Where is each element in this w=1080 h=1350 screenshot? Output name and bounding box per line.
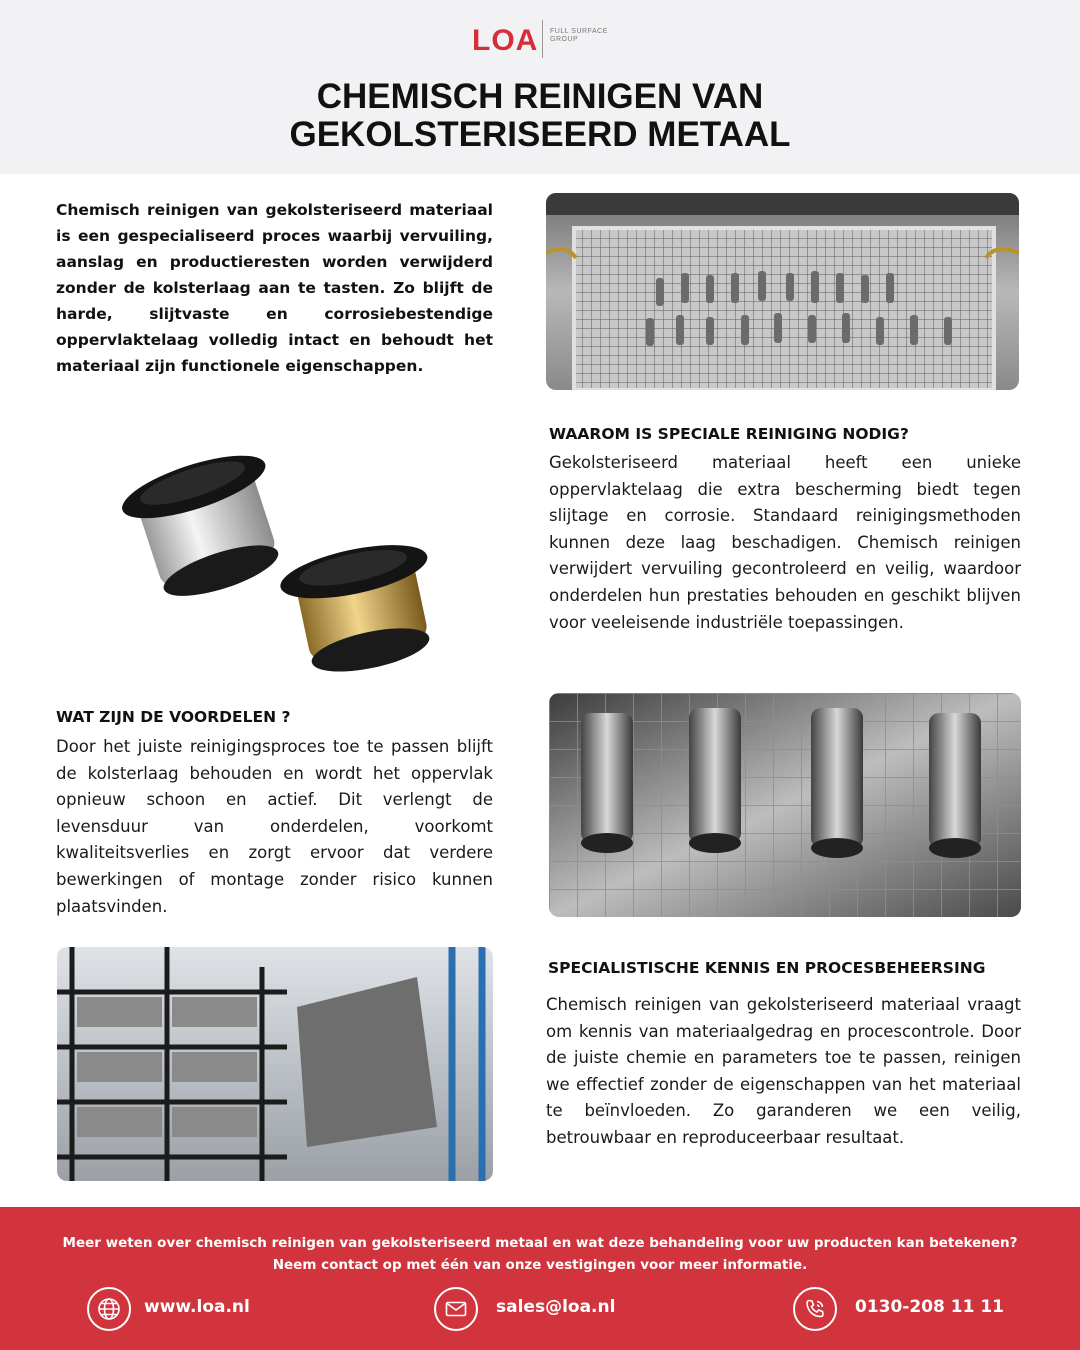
phone-icon	[793, 1287, 837, 1331]
contact-email[interactable]	[434, 1287, 664, 1333]
section-body-expertise: Chemisch reinigen van gekolsteriseerd materiaal vraagt om kennis van materiaalgedrag en procescontrole. Door de juiste chemie en parameters toe te passen, reinigen we effectief zonder de eigenschappen van het materiaal te beïnvloeden. Zo garanderen we een veilig, betrouwbaar en reproduceerbaar resultaat.	[546, 995, 1021, 1147]
email-link[interactable]: sales@loa.nl	[496, 1297, 616, 1317]
cleaning-basket-photo	[546, 193, 1019, 390]
section-heading-benefits: WAT ZIJN DE VOORDELEN ?	[56, 708, 291, 726]
connectors-on-grid-photo	[549, 693, 1021, 917]
page-header	[0, 0, 1080, 174]
contact-footer	[0, 1207, 1080, 1350]
intro-paragraph: Chemisch reinigen van gekolsteriseerd materiaal is een gespecialiseerd proces waarbij vervuiling, aanslag en productieresten worden verwijderd zonder de kolsterlaag aan te tasten. Zo blijft de harde, slijtvaste en corrosiebestendige oppervlaktelaag volledig intact en behoudt het materiaal zijn functionele eigenschappen.	[56, 201, 493, 375]
contact-website[interactable]	[87, 1287, 287, 1333]
company-logo[interactable]	[472, 18, 612, 58]
fittings-photo	[105, 400, 480, 692]
page-title	[140, 78, 940, 154]
page-title-line-2: GEKOLSTERISEERD METAAL	[289, 115, 791, 154]
logo-divider	[542, 20, 543, 58]
racks-photo	[57, 947, 493, 1181]
mail-icon	[434, 1287, 478, 1331]
page-title-line-1: CHEMISCH REINIGEN VAN	[316, 77, 764, 116]
section-body-benefits: Door het juiste reinigingsproces toe te passen blijft de kolsterlaag behouden en wordt het oppervlak opnieuw schoon en actief. Dit verlengt de levensduur van onderdelen, voorkomt kwaliteitsverlies en zorgt ervoor dat verdere bewerkingen of montage zonder risico kunnen plaatsvinden.	[56, 737, 493, 916]
logo-tagline: FULL SURFACE GROUP	[550, 28, 608, 43]
footer-cta	[40, 1233, 1040, 1276]
website-link[interactable]: www.loa.nl	[144, 1297, 250, 1317]
section-heading-why: WAAROM IS SPECIALE REINIGING NODIG?	[549, 425, 909, 443]
logo-wordmark: LOA	[472, 24, 539, 57]
section-body-why: Gekolsteriseerd materiaal heeft een unieke oppervlaktelaag die extra bescherming biedt tegen slijtage en corrosie. Standaard reinigingsmethoden kunnen deze laag beschadigen. Chemisch reinigen verwijdert vervuiling gecontroleerd en veilig, waardoor onderdelen hun prestaties behouden en geschikt blijven voor veeleisende industriële toepassingen.	[549, 453, 1021, 632]
footer-cta-line-2: Neem contact op met één van onze vestigingen voor meer informatie.	[272, 1256, 808, 1273]
globe-icon	[87, 1287, 131, 1331]
section-heading-expertise: SPECIALISTISCHE KENNIS EN PROCESBEHEERSING	[548, 959, 986, 977]
phone-link[interactable]: 0130-208 11 11	[855, 1297, 1005, 1317]
footer-cta-line-1: Meer weten over chemisch reinigen van gekolsteriseerd metaal en wat deze behandeling voor uw producten kan betekenen?	[62, 1235, 1018, 1251]
contact-phone[interactable]	[793, 1287, 1023, 1333]
